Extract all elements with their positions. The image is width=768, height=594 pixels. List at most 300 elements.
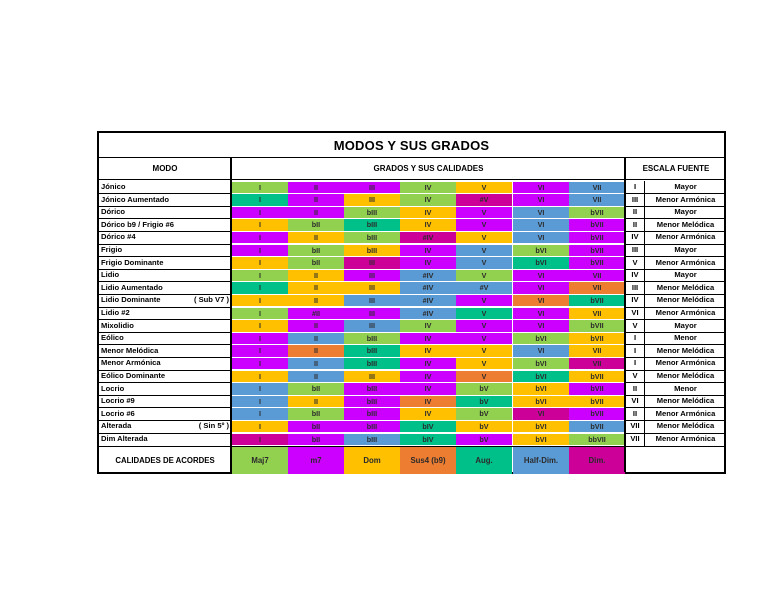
degree-cell: VII — [569, 194, 625, 206]
degree-cell: #IV — [400, 270, 456, 282]
legend-chip: Sus4 (b9) — [400, 447, 456, 474]
degree-cell: VI — [513, 345, 569, 357]
grid-line — [99, 407, 230, 408]
degree-cell: V — [456, 245, 512, 257]
mode-note: ( Sub V7 ) — [193, 295, 229, 305]
table-row — [99, 181, 724, 194]
source-scale: Menor Armónica — [655, 408, 716, 418]
mode-name-text: Locrio — [101, 383, 125, 393]
degree-cell: II — [288, 194, 344, 206]
source-degree: I — [633, 358, 637, 368]
degree-cell: bVII — [569, 421, 625, 433]
degree-cell: V — [456, 219, 512, 231]
source-scale: Menor Armónica — [655, 257, 716, 267]
degree-cell: I — [232, 270, 288, 282]
source-degree: I — [633, 182, 637, 191]
mode-name — [101, 332, 229, 345]
grid-line — [99, 269, 230, 270]
mode-name-text: Dórico b9 / Frigio #6 — [101, 219, 174, 229]
grid-line — [625, 407, 726, 408]
table-row — [99, 345, 724, 358]
degree-cell: V — [456, 308, 512, 320]
table-row — [99, 307, 724, 320]
degree-cell: VII — [569, 182, 625, 194]
degree-cell: IV — [400, 207, 456, 219]
degree-cell: I — [232, 308, 288, 320]
degree-cell: bII — [288, 408, 344, 420]
degree-cell: I — [232, 333, 288, 345]
degree-cell: II — [288, 345, 344, 357]
mode-name-text: Frigio — [101, 245, 123, 254]
degree-cell: bVI — [513, 257, 569, 269]
degree-cell: bVII — [569, 396, 625, 408]
grid-line — [99, 244, 230, 245]
source-scale: Menor Melódica — [656, 396, 715, 406]
degree-cell: bV — [456, 383, 512, 395]
source-degree: IV — [631, 270, 639, 280]
grid-line — [99, 218, 230, 219]
degree-cell: II — [288, 182, 344, 194]
degree-cell: bIII — [344, 383, 400, 395]
degree-cell: II — [288, 333, 344, 345]
source-degree: II — [632, 219, 638, 229]
source-degree: IV — [631, 232, 639, 242]
source-degree: II — [632, 408, 638, 418]
degree-cell: bVII — [569, 383, 625, 395]
degree-cell: bIII — [344, 421, 400, 433]
grid-line — [99, 281, 230, 282]
mode-name — [101, 307, 229, 320]
degree-cell: #II — [288, 308, 344, 320]
degree-cell: IV — [400, 383, 456, 395]
degree-cell: I — [232, 434, 288, 446]
degree-cell: VII — [569, 345, 625, 357]
mode-name-text: Dim Alterada — [101, 434, 148, 443]
source-degree: II — [632, 383, 638, 393]
degree-cell: I — [232, 295, 288, 307]
table-title: MODOS Y SUS GRADOS — [99, 133, 724, 158]
source-scale: Menor Melódica — [656, 421, 715, 431]
table-row — [99, 282, 724, 295]
degree-cell: I — [232, 232, 288, 244]
degree-cell: II — [288, 320, 344, 332]
table-row — [99, 383, 724, 396]
degree-cell: bIII — [344, 345, 400, 357]
degree-cell: III — [344, 182, 400, 194]
source-degree: V — [632, 257, 638, 267]
degree-cell: VI — [513, 182, 569, 194]
degree-cell: VI — [513, 219, 569, 231]
degree-cell: II — [288, 358, 344, 370]
degree-cell: bVII — [569, 295, 625, 307]
grid-line — [99, 395, 230, 396]
table-row — [99, 219, 724, 232]
grid-line — [625, 433, 726, 434]
table-row — [99, 332, 724, 345]
mode-name — [101, 219, 229, 232]
degree-cell: I — [232, 219, 288, 231]
grid-line — [644, 181, 645, 446]
source-degree: I — [633, 333, 637, 343]
grid-line — [625, 319, 726, 320]
degree-cell: bVI — [513, 371, 569, 383]
mode-name — [101, 370, 229, 383]
source-degree: VII — [630, 421, 640, 431]
mode-name-text: Dórico — [101, 207, 126, 217]
mode-name-text: Lidio #2 — [101, 308, 130, 317]
source-degree: VII — [630, 434, 640, 443]
grid-line — [625, 420, 726, 421]
mode-name — [101, 408, 229, 421]
degree-cell: VII — [569, 358, 625, 370]
degree-cell: IV — [400, 408, 456, 420]
degree-cell: VI — [513, 320, 569, 332]
source-scale: Mayor — [674, 245, 697, 254]
degree-cell: V — [456, 320, 512, 332]
degree-cell: II — [288, 232, 344, 244]
grid-line — [99, 357, 230, 358]
grid-line — [625, 395, 726, 396]
degree-cell: VI — [513, 282, 569, 294]
source-scale: Mayor — [674, 182, 697, 191]
source-degree: III — [631, 282, 639, 292]
degree-cell: V — [456, 333, 512, 345]
degree-cell: #IV — [400, 282, 456, 294]
mode-note: ( Sin 5º ) — [198, 421, 229, 431]
table-row — [99, 194, 724, 207]
degree-cell: VI — [513, 408, 569, 420]
mode-name — [101, 257, 229, 270]
degree-cell: bVI — [513, 358, 569, 370]
degree-cell: bVII — [569, 371, 625, 383]
mode-name — [101, 294, 229, 307]
degree-cell: V — [456, 270, 512, 282]
degree-cell: #IV — [400, 295, 456, 307]
degree-cell: bIII — [344, 396, 400, 408]
degree-cell: bVI — [513, 421, 569, 433]
degree-cell: IV — [400, 320, 456, 332]
degree-cell: VII — [569, 282, 625, 294]
source-scale: Menor Armónica — [655, 232, 716, 242]
degree-cell: bbVII — [569, 434, 625, 446]
degree-cell: bIII — [344, 219, 400, 231]
header-escala: ESCALA FUENTE — [642, 164, 710, 173]
source-scale: Menor Armónica — [655, 434, 716, 443]
degree-cell: #V — [456, 194, 512, 206]
degree-cell: bII — [288, 434, 344, 446]
source-degree: V — [632, 371, 638, 380]
grid-line — [99, 332, 230, 333]
degree-cell: IV — [400, 333, 456, 345]
grid-line — [99, 344, 230, 345]
source-scale: Menor — [674, 383, 697, 393]
source-scale: Menor Melódica — [656, 282, 715, 292]
grid-line — [625, 244, 726, 245]
source-degree: III — [631, 194, 639, 204]
mode-name — [101, 194, 229, 207]
mode-name — [101, 420, 229, 433]
degree-cell: IV — [400, 194, 456, 206]
source-scale: Menor Melódica — [656, 345, 715, 355]
degree-cell: III — [344, 270, 400, 282]
mode-name-text: Alterada — [101, 421, 132, 431]
source-degree: VI — [631, 396, 639, 406]
mode-name — [101, 383, 229, 396]
degree-cell: IV — [400, 345, 456, 357]
degree-cell: II — [288, 207, 344, 219]
degree-cell: VI — [513, 194, 569, 206]
degree-cell: I — [232, 383, 288, 395]
degree-cell: V — [456, 371, 512, 383]
table-row — [99, 420, 724, 433]
mode-name-text: Menor Armónica — [101, 358, 161, 368]
grid-line — [625, 332, 726, 333]
mode-name-text: Frigio Dominante — [101, 257, 164, 267]
source-degree: IV — [631, 295, 639, 305]
table-row — [99, 206, 724, 219]
mode-name-text: Jónico Aumentado — [101, 194, 170, 204]
grid-line — [625, 382, 726, 383]
degree-cell: bV — [456, 421, 512, 433]
degree-cell: IV — [400, 219, 456, 231]
source-scale: Menor Melódica — [656, 295, 715, 305]
table-row — [99, 395, 724, 408]
grid-line — [99, 420, 230, 421]
degree-cell: bVII — [569, 320, 625, 332]
source-degree: I — [633, 345, 637, 355]
grid-line — [99, 206, 230, 207]
source-scale: Mayor — [674, 207, 697, 217]
source-scale: Menor Armónica — [655, 194, 716, 204]
degree-cell: #V — [456, 282, 512, 294]
degree-cell: VI — [513, 295, 569, 307]
mode-name — [101, 231, 229, 244]
degree-cell: I — [232, 345, 288, 357]
mode-name — [101, 357, 229, 370]
grid-line — [99, 231, 230, 232]
table-row — [99, 433, 724, 446]
grid-line — [99, 370, 230, 371]
mode-name-text: Eólico — [101, 333, 124, 343]
grid-line — [99, 193, 230, 194]
degree-cell: I — [232, 358, 288, 370]
table-row — [99, 257, 724, 270]
mode-name-text: Lidio Dominante — [101, 295, 161, 305]
degree-cell: bIV — [400, 434, 456, 446]
grid-line — [625, 193, 726, 194]
degree-cell: III — [344, 320, 400, 332]
degree-cell: III — [344, 308, 400, 320]
mode-name — [101, 320, 229, 333]
degree-cell: IV — [400, 182, 456, 194]
header-grados: GRADOS Y SUS CALIDADES — [373, 164, 484, 173]
degree-cell: I — [232, 182, 288, 194]
degree-cell: #IV — [400, 308, 456, 320]
degree-cell: V — [456, 232, 512, 244]
degree-cell: V — [456, 358, 512, 370]
degree-cell: VI — [513, 270, 569, 282]
table-row — [99, 231, 724, 244]
degree-cell: bIII — [344, 232, 400, 244]
grid-line — [625, 269, 726, 270]
degree-cell: VI — [513, 308, 569, 320]
mode-name-text: Locrio #9 — [101, 396, 135, 406]
degree-cell: I — [232, 320, 288, 332]
degree-cell: bV — [456, 408, 512, 420]
legend-chip: Dim. — [569, 447, 625, 474]
degree-cell: III — [344, 371, 400, 383]
degree-cell: VII — [569, 270, 625, 282]
grid-line — [99, 307, 230, 308]
mode-name-text: Lidio Aumentado — [101, 282, 163, 292]
degree-cell: IV — [400, 358, 456, 370]
degree-cell: VI — [513, 232, 569, 244]
degree-cell: bII — [288, 383, 344, 395]
degree-cell: bII — [288, 421, 344, 433]
grid-line — [625, 344, 726, 345]
source-degree: III — [631, 245, 639, 254]
degree-cell: III — [344, 257, 400, 269]
grid-line — [625, 218, 726, 219]
degree-cell: bIII — [344, 333, 400, 345]
modes-table — [97, 131, 726, 474]
degree-cell: V — [456, 345, 512, 357]
degree-cell: bVII — [569, 245, 625, 257]
degree-cell: III — [344, 282, 400, 294]
degree-cell: I — [232, 408, 288, 420]
mode-name — [101, 269, 229, 282]
degree-cell: bVI — [513, 333, 569, 345]
source-scale: Menor — [674, 333, 697, 343]
degree-cell: bIII — [344, 207, 400, 219]
grid-line — [625, 357, 726, 358]
degree-cell: VI — [513, 207, 569, 219]
source-scale: Menor Armónica — [655, 308, 716, 317]
degree-cell: bVI — [513, 383, 569, 395]
grid-line — [625, 281, 726, 282]
mode-name-text: Menor Melódica — [101, 345, 159, 355]
mode-name-text: Dórico #4 — [101, 232, 136, 242]
legend-label: CALIDADES DE ACORDES — [115, 456, 215, 465]
degree-cell: #IV — [400, 232, 456, 244]
header-row — [99, 158, 724, 180]
grid-line — [99, 433, 230, 434]
mode-name — [101, 181, 229, 194]
mode-name-text: Lidio — [101, 270, 120, 280]
source-scale: Menor Melódica — [656, 371, 715, 380]
degree-cell: bII — [288, 257, 344, 269]
source-scale: Mayor — [674, 320, 697, 330]
degree-cell: IV — [400, 257, 456, 269]
degree-cell: I — [232, 421, 288, 433]
legend-chip: Dom — [344, 447, 400, 474]
grid-line — [230, 158, 232, 472]
degree-cell: VII — [569, 308, 625, 320]
mode-name — [101, 395, 229, 408]
degree-cell: bIII — [344, 408, 400, 420]
mode-name — [101, 282, 229, 295]
grid-line — [99, 319, 230, 320]
degree-cell: I — [232, 282, 288, 294]
degree-cell: bIII — [344, 358, 400, 370]
legend-row — [99, 446, 724, 474]
degree-cell: bII — [288, 245, 344, 257]
mode-name — [101, 433, 229, 446]
degree-cell: bVII — [569, 207, 625, 219]
mode-name-text: Mixolidio — [101, 320, 134, 330]
degree-cell: bVII — [569, 232, 625, 244]
legend-chip: m7 — [288, 447, 344, 474]
degree-cell: II — [288, 282, 344, 294]
mode-name — [101, 206, 229, 219]
header-modo: MODO — [152, 164, 178, 173]
degree-cell: I — [232, 257, 288, 269]
mode-name-text: Eólico Dominante — [101, 371, 166, 380]
degree-cell: bVII — [569, 333, 625, 345]
source-degree: VI — [631, 308, 639, 317]
degree-cell: I — [232, 245, 288, 257]
mode-name-text: Locrio #6 — [101, 408, 135, 418]
degree-cell: bV — [456, 434, 512, 446]
degree-cell: I — [232, 194, 288, 206]
grid-line — [625, 294, 726, 295]
grid-line — [99, 382, 230, 383]
degree-cell: IV — [400, 245, 456, 257]
mode-name — [101, 244, 229, 257]
degree-cell: bIV — [400, 421, 456, 433]
table-row — [99, 370, 724, 383]
degree-cell: V — [456, 295, 512, 307]
legend-chip: Aug. — [456, 447, 512, 474]
source-degree: V — [632, 320, 638, 330]
source-scale: Menor Armónica — [655, 358, 716, 368]
grid-line — [625, 206, 726, 207]
degree-cell: bVI — [513, 245, 569, 257]
source-scale: Menor Melódica — [656, 219, 715, 229]
table-row — [99, 244, 724, 257]
grid-line — [625, 256, 726, 257]
degree-cell: bVII — [569, 257, 625, 269]
table-row — [99, 408, 724, 421]
grid-line — [625, 307, 726, 308]
grid-line — [99, 294, 230, 295]
degree-cell: V — [456, 257, 512, 269]
degree-cell: bVI — [513, 434, 569, 446]
degree-cell: IV — [400, 371, 456, 383]
degree-cell: bVII — [569, 408, 625, 420]
degree-cell: I — [232, 396, 288, 408]
degree-cell: II — [288, 396, 344, 408]
degree-cell: bVII — [569, 219, 625, 231]
degree-cell: III — [344, 295, 400, 307]
table-row — [99, 269, 724, 282]
degree-cell: bV — [456, 396, 512, 408]
degree-cell: bII — [288, 219, 344, 231]
mode-name-text: Jónico — [101, 182, 126, 191]
degree-cell: IV — [400, 396, 456, 408]
grid-line — [99, 256, 230, 257]
mode-name — [101, 345, 229, 358]
degree-cell: bVI — [513, 396, 569, 408]
degree-cell: II — [288, 371, 344, 383]
degree-cell: bIII — [344, 434, 400, 446]
source-scale: Mayor — [674, 270, 697, 280]
degree-cell: I — [232, 371, 288, 383]
table-row — [99, 357, 724, 370]
legend-chip: Half-Dim. — [513, 447, 569, 474]
degree-cell: I — [232, 207, 288, 219]
degree-cell: II — [288, 295, 344, 307]
